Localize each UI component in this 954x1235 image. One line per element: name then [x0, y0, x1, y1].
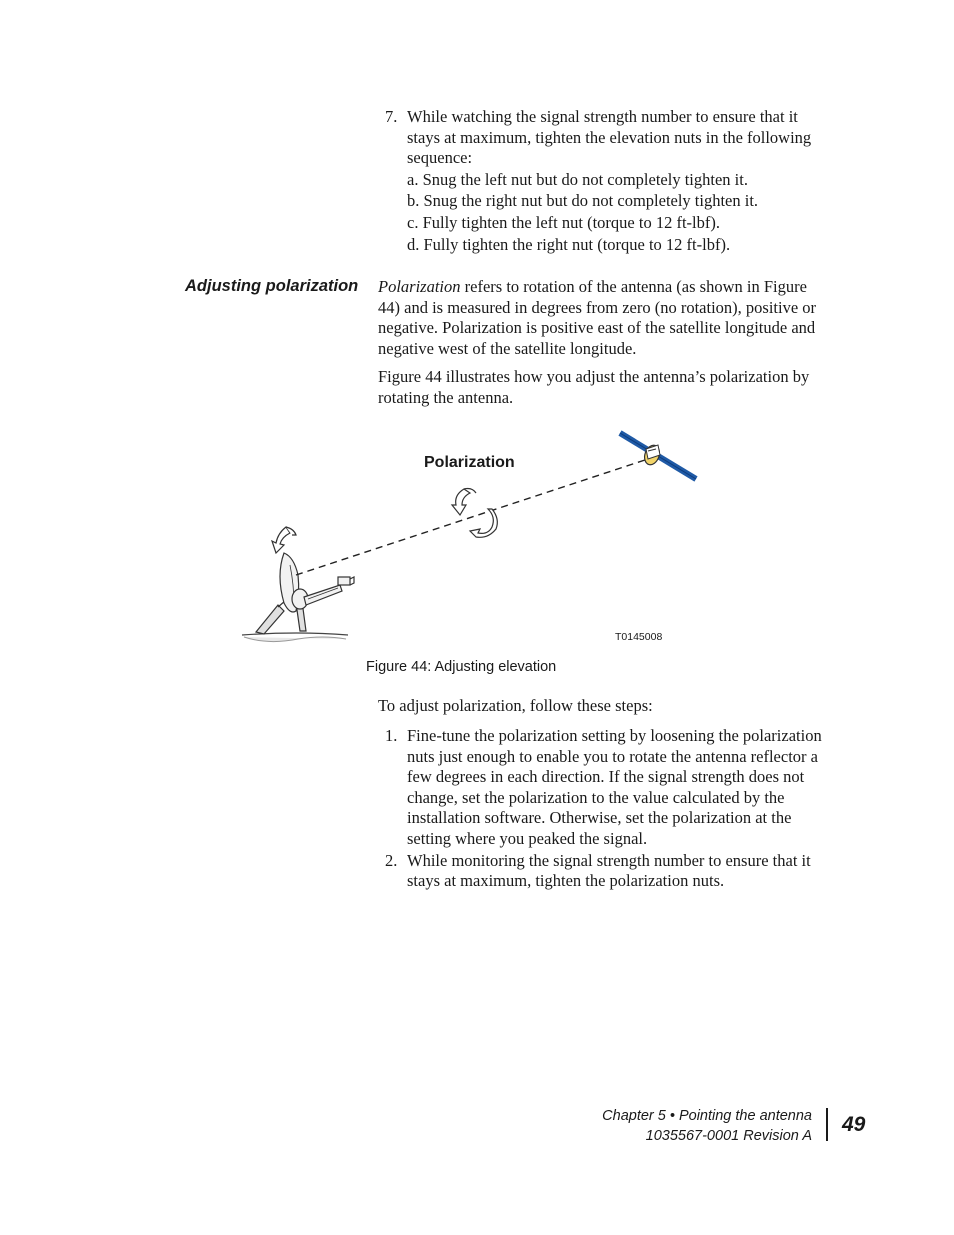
figure-caption: Figure 44: Adjusting elevation [366, 659, 557, 675]
figure-code: T0145008 [615, 631, 663, 643]
footer-doc-number: 1035567-0001 Revision A [645, 1128, 812, 1144]
procedure-intro: To adjust polarization, follow these steps: [378, 696, 653, 715]
rotation-arrow-icon [272, 527, 296, 553]
step-text: While monitoring the signal strength number to ensure that it stays at maximum, tighten the polarization nuts. [407, 850, 811, 890]
polarization-rotation-icon [452, 489, 497, 538]
section-heading: Adjusting polarization [185, 277, 359, 295]
signal-path-line [296, 459, 648, 575]
substep-c: c. Fully tighten the left nut (torque to 12 ft-lbf). [407, 213, 720, 233]
page-footer [602, 1106, 812, 1146]
substep-a: a. Snug the left nut but do not completely tighten it. [407, 169, 748, 189]
antenna-icon [256, 553, 354, 634]
step-text: While watching the signal strength number to ensure that it stays at maximum, tighten the elevation nuts in the following sequence: [407, 107, 812, 167]
substep-list [385, 170, 830, 256]
step-text: Fine-tune the polarization setting by loosening the polarization nuts just enough to enable you to rotate the antenna reflector a few degrees in each direction. If the signal strength does not change, set the polarization to the value calculated by the installation software. Otherwise, set the polarization at the setting where you peaked the signal. [407, 726, 822, 848]
satellite-icon [620, 433, 696, 479]
ground [242, 633, 348, 642]
step-7-item [385, 107, 830, 169]
procedure-step-1 [385, 726, 830, 849]
procedure-steps [385, 726, 830, 893]
substep-b: b. Snug the right nut but do not completely tighten it. [407, 191, 759, 211]
step-number: 2. [385, 850, 398, 870]
term-polarization: Polarization [378, 277, 461, 296]
step-number: 7. [385, 107, 398, 126]
intro-paragraph [378, 277, 828, 359]
step-number: 1. [385, 726, 398, 745]
substep-d: d. Fully tighten the right nut (torque to 12 ft-lbf). [407, 234, 731, 254]
figure-label: Polarization [424, 454, 515, 471]
footer-chapter: Chapter 5 • Pointing the antenna [602, 1108, 812, 1124]
figure-reference-paragraph: Figure 44 illustrates how you adjust the antenna’s polarization by rotating the antenna. [378, 367, 810, 407]
footer-divider [826, 1108, 828, 1141]
intro-paragraph-text: refers to rotation of the antenna (as shown in Figure 44) and is measured in degrees from zero (no rotation), positive or negative. Polarization is positive east of the satellite longitude and negative west of the satellite longitude. [378, 277, 817, 358]
step-7 [385, 107, 830, 257]
page-number: 49 [842, 1113, 866, 1136]
procedure-step-2 [385, 851, 830, 892]
